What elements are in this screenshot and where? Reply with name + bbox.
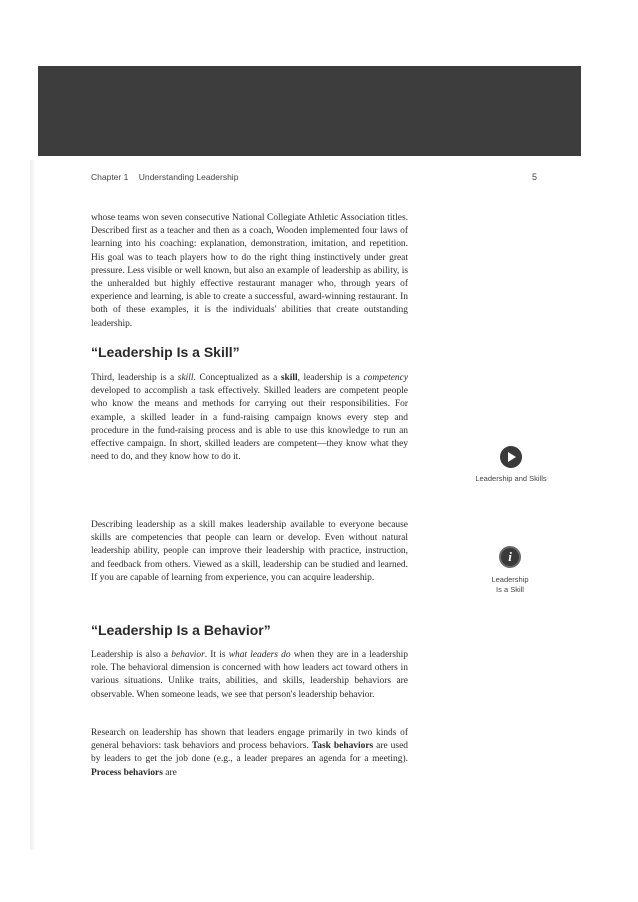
paragraph-ability-examples (91, 212, 408, 331)
running-head (91, 172, 238, 182)
text-run: when they are in a leadership role. The behavioral dimension is concerned with how leaders act toward others in various situations. Unlike traits, abilities, and skills, leadership behaviors are observable. When someone leads, we see that person's leadership behavior. (91, 650, 409, 700)
paragraph-skill-available (91, 519, 408, 585)
chapter-banner (38, 66, 581, 156)
info-icon[interactable]: i (499, 546, 521, 568)
term-skill-italic: skill (177, 373, 194, 383)
text-run: . Conceptualized as a (193, 373, 281, 383)
margin-info-label-line2: Is a Skill (496, 585, 524, 594)
term-competency: competency (363, 373, 409, 383)
paragraph-text (91, 372, 408, 464)
text-run: developed to accomplish a task effectively. Skilled leaders are competent people who know the means and methods for carrying out their responsibilities. For example, a skilled leader in a fund-raising campaign knows every step and procedure in the fund-raising process and is able to use this knowledge to run an effective campaign. In short, skilled leaders are competent—they know what they need to do, and they know how to do it. (91, 386, 408, 463)
chapter-title: Understanding Leadership (138, 172, 239, 182)
page-number: 5 (532, 172, 538, 182)
paragraph-task-process-behaviors (91, 727, 408, 780)
text-run: Third, leadership is a (91, 373, 178, 383)
text-run: Leadership is also a (91, 650, 172, 660)
text-run: Research on leadership has shown that leaders engage primarily in two kinds of general behaviors: task behaviors and process behaviors. (91, 728, 408, 752)
chapter-label: Chapter 1 (91, 172, 129, 182)
term-behavior: behavior (171, 650, 205, 660)
paragraph-skill-definition (91, 372, 408, 464)
paragraph-text: whose teams won seven consecutive National Collegiate Athletic Association titles. Described first as a teacher and then as a coach, Wooden implemented four laws of learning into his coaching: explanation, demonstration, imitation, and repetition. His goal was to teach players how to do the right thing instinctively under great pressure. Less visible or well known, but also an example of leadership as ability, is the unheralded but highly effective restaurant manager who, through years of experience and learning, is able to create a successful, award-winning restaurant. In both of these examples, it is the individuals' abilities that create outstanding leadership. (91, 213, 408, 329)
margin-info-label[interactable] (455, 575, 565, 595)
page-edge-shadow (30, 160, 36, 850)
margin-video-label[interactable]: Leadership and Skills (475, 474, 547, 483)
margin-info-label-line1: Leadership (491, 575, 529, 584)
text-run: . It is (204, 650, 229, 660)
paragraph-text (91, 727, 408, 780)
text-run: are (162, 767, 177, 778)
term-process-behaviors: Process behaviors (91, 767, 163, 778)
text-run: , leadership is a (297, 373, 364, 383)
paragraph-text (91, 649, 408, 702)
term-task-behaviors: Task behaviors (311, 741, 374, 752)
paragraph-behavior-definition (91, 649, 408, 702)
term-skill-bold: skill (280, 373, 298, 383)
text-run: are used by leaders to get the job done (e.g., a leader prepares an agenda for a meeting). (91, 741, 408, 765)
heading-leadership-behavior: “Leadership Is a Behavior” (91, 622, 271, 638)
paragraph-text: Describing leadership as a skill makes leadership available to everyone because skills are competencies that people can learn or develop. Even without natural leadership ability, people can improve their leadership with practice, instruction, and feedback from others. Viewed as a skill, leadership can be studied and learned. If you are capable of learning from experience, you can acquire leadership. (91, 520, 408, 583)
heading-leadership-skill: “Leadership Is a Skill” (91, 344, 240, 360)
term-what-leaders-do: what leaders do (228, 650, 291, 660)
play-video-icon[interactable] (500, 446, 522, 468)
